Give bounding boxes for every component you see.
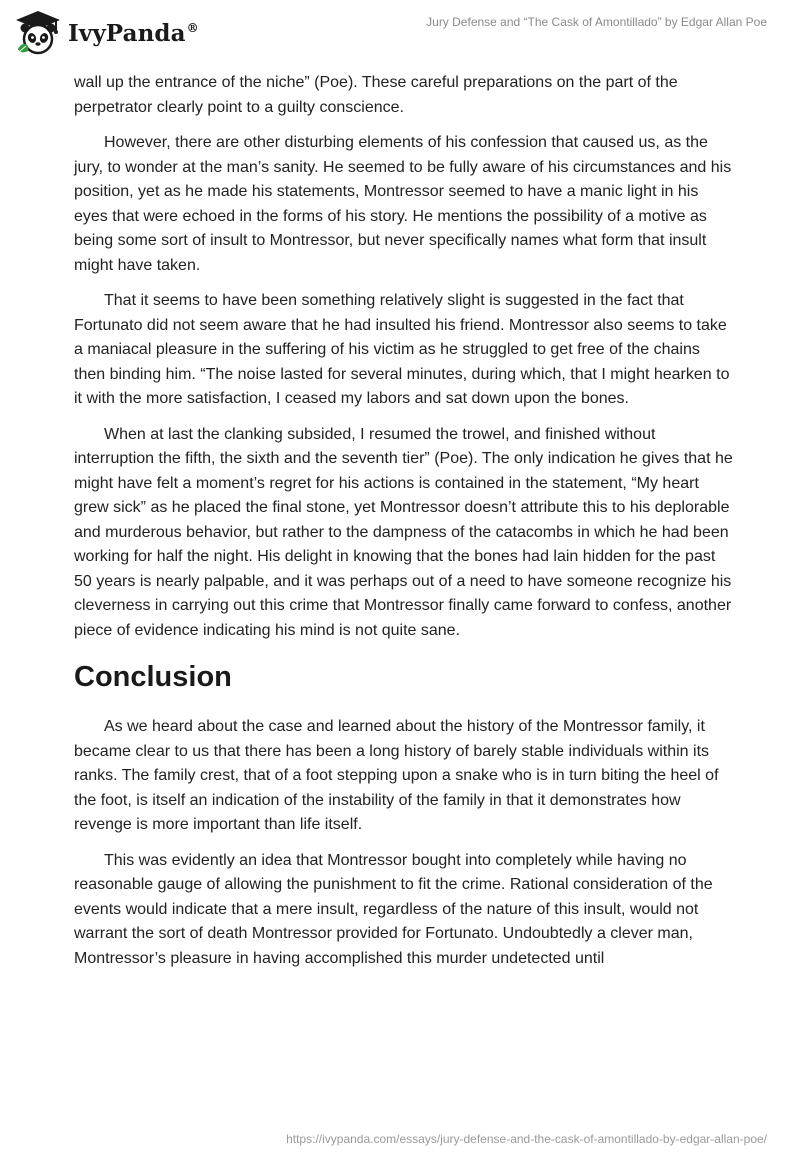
paragraph: This was evidently an idea that Montressor bought into completely while having no reasonable gauge of allowing the punishment to fit the crime. Rational consideration of the events would indicate that a mere insult, regardless of the nature of this insult, would not warrant the sort of death Montressor provided for Fortunato. Undoubtedly a clever man, Montressor’s pleasure in having accomplished this murder undetected until: [74, 851, 713, 967]
paragraph: However, there are other disturbing elements of his confession that caused us, as the jury, to wonder at the man’s sanity. He seemed to be fully aware of his circumstances and his position, yet as he made his statements, Montressor seemed to have a manic light in his eyes that were echoed in the forms of his story. He mentions the possibility of a motive as being some sort of insult to Montressor, but never specifically names what form that insult might have taken.: [74, 134, 732, 274]
page-header: [0, 0, 800, 70]
conclusion-heading: Conclusion: [74, 661, 232, 693]
paragraph: That it seems to have been something relatively slight is suggested in the fact that Fortunato did not seem aware that he had insulted his friend. Montressor also seems to take a maniacal pleasure in the suffering of his victim as he struggled to get free of the chains then binding him. “The noise lasted for several minutes, during which, that I might hearken to it with the more satisfaction, I ceased my labors and sat down upon the bones.: [74, 292, 730, 407]
essay-body: [74, 71, 734, 982]
paragraph: wall up the entrance of the niche” (Poe). These careful preparations on the part of the perpetrator clearly point to a guilty conscience.: [74, 74, 678, 116]
logo-wordmark: IvyPanda®: [68, 19, 199, 47]
source-url[interactable]: https://ivypanda.com/essays/jury-defense-and-the-cask-of-amontillado-by-edgar-allan-poe/: [286, 1132, 767, 1146]
registered-mark: ®: [186, 20, 199, 35]
paragraph: As we heard about the case and learned about the history of the Montressor family, it became clear to us that there has been a long history of barely stable individuals within its ranks. The family crest, that of a foot stepping upon a snake who is in turn biting the heel of the foot, is itself an indication of the instability of the family in that it demonstrates how revenge is more important than life itself.: [74, 718, 719, 833]
panda-graduate-icon: [14, 9, 62, 57]
ivypanda-logo[interactable]: [14, 8, 199, 58]
paragraph: When at last the clanking subsided, I resumed the trowel, and finished without interruption the fifth, the sixth and the seventh tier” (Poe). The only indication he gives that he might have felt a moment’s regret for his actions is contained in the statement, “My heart grew sick” as he placed the final stone, yet Montressor doesn’t attribute this to his deplorable and murderous behavior, but rather to the dampness of the catacombs in which he had been working for half the night. His delight in knowing that the bones had lain hidden for the past 50 years is nearly palpable, and it was perhaps out of a need to have someone recognize his cleverness in carrying out this crime that Montressor finally came forward to confess, another piece of evidence indicating his mind is not quite sane.: [74, 425, 733, 639]
document-title: Jury Defense and “The Cask of Amontillado” by Edgar Allan Poe: [426, 15, 767, 29]
